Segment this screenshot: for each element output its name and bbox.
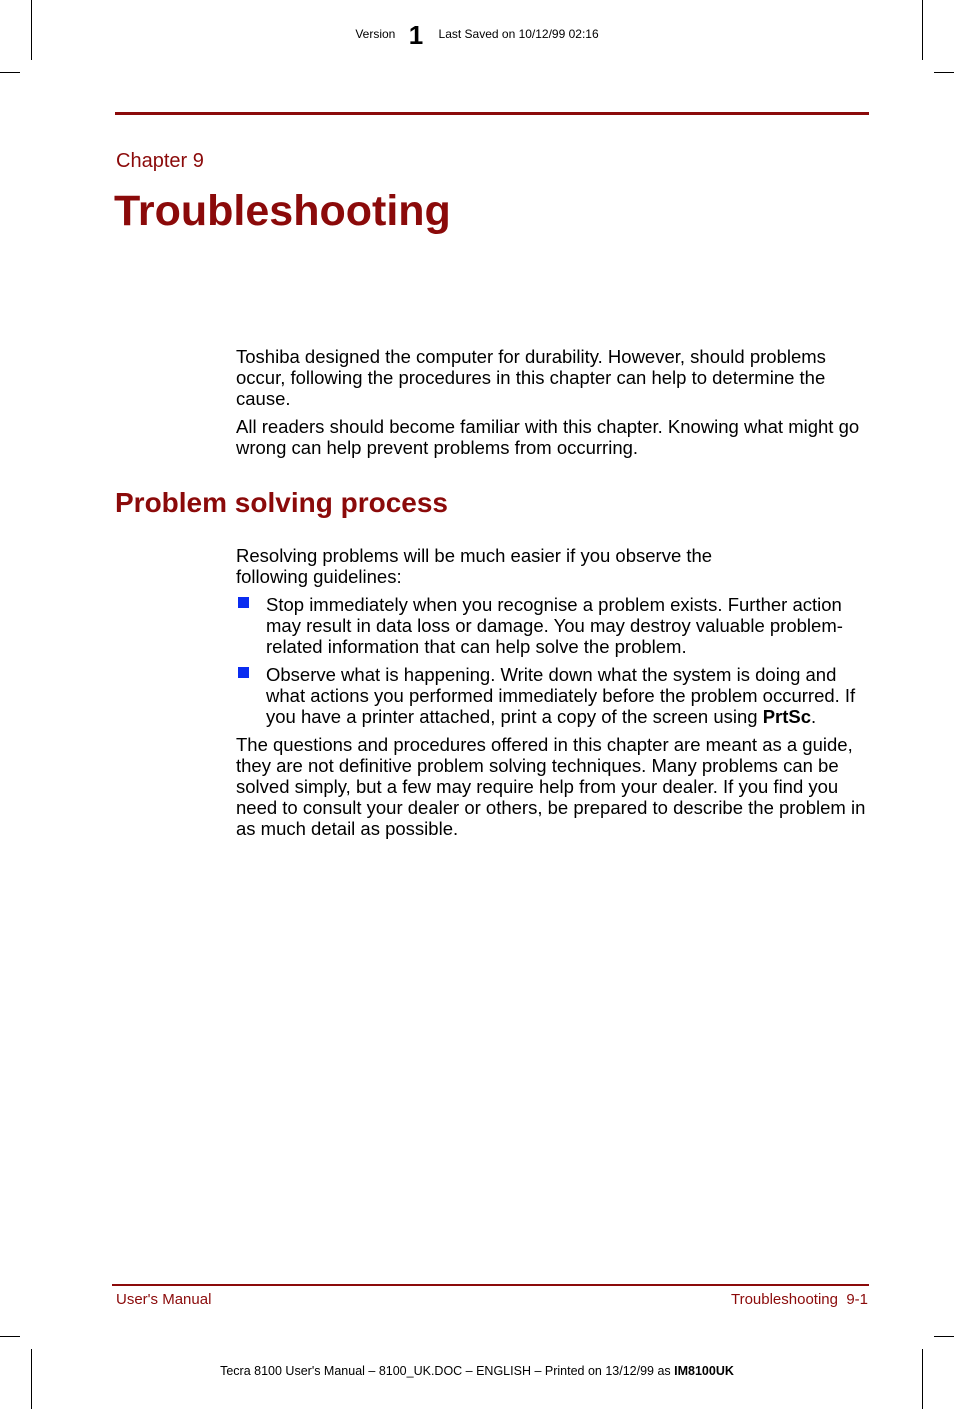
list-item <box>236 664 876 727</box>
crop-mark <box>31 1349 32 1409</box>
section-heading: Problem solving process <box>115 487 448 518</box>
bullet-text <box>266 664 876 727</box>
prtsc-key: PrtSc <box>762 706 812 727</box>
version-label: Version <box>355 27 396 41</box>
crop-mark <box>0 1336 20 1337</box>
bullet-text-end: . <box>811 706 817 727</box>
last-saved: Last Saved on 10/12/99 02:16 <box>438 27 599 41</box>
footer-page-text: Troubleshooting 9-1 <box>730 1291 868 1308</box>
print-info <box>0 1364 954 1378</box>
footer-rule <box>112 1284 869 1286</box>
bullet-square-icon <box>238 667 249 678</box>
print-info-text: Tecra 8100 User's Manual – 8100_UK.DOC – ENGLISH – Printed on 13/12/99 as <box>220 1364 675 1378</box>
bullet-text-main: Observe what is happening. Write down what the system is doing and what actions you performed immediately before the problem occurred. If you have a printer attached, print a copy of the screen using <box>266 664 856 727</box>
footer-page-number <box>731 1291 868 1308</box>
intro-paragraph-1: Toshiba designed the computer for durability. However, should problems occur, following the procedures in this chapter can help to determine the cause. <box>236 346 826 409</box>
crop-mark <box>922 1349 923 1409</box>
footer-manual-name: User's Manual <box>116 1291 212 1308</box>
closing-paragraph: The questions and procedures offered in this chapter are meant as a guide, they are not definitive problem solving techniques. Many problems can be solved simply, but a few may require help from your dealer. If you find you need to consult your dealer or others, be prepared to describe the problem in as much detail as possible. <box>236 734 866 839</box>
list-item <box>236 594 876 657</box>
bullet-text: Stop immediately when you recognise a problem exists. Further action may result in data loss or damage. You may destroy valuable problem-related information that can help solve the problem. <box>266 594 843 657</box>
header-rule <box>115 112 869 115</box>
crop-mark <box>934 1336 954 1337</box>
version-number: 1 <box>408 20 424 50</box>
crop-mark <box>934 72 954 73</box>
intro-paragraph-2: All readers should become familiar with this chapter. Knowing what might go wrong can help prevent problems from occurring. <box>236 416 860 458</box>
doc-id: IM8100UK <box>674 1364 734 1378</box>
chapter-label: Chapter 9 <box>116 150 204 172</box>
crop-mark <box>0 72 20 73</box>
chapter-title: Troubleshooting <box>114 187 451 235</box>
section-lead: Resolving problems will be much easier if you observe the following guidelines: <box>236 545 713 587</box>
version-header <box>0 20 954 51</box>
bullet-square-icon <box>238 597 249 608</box>
